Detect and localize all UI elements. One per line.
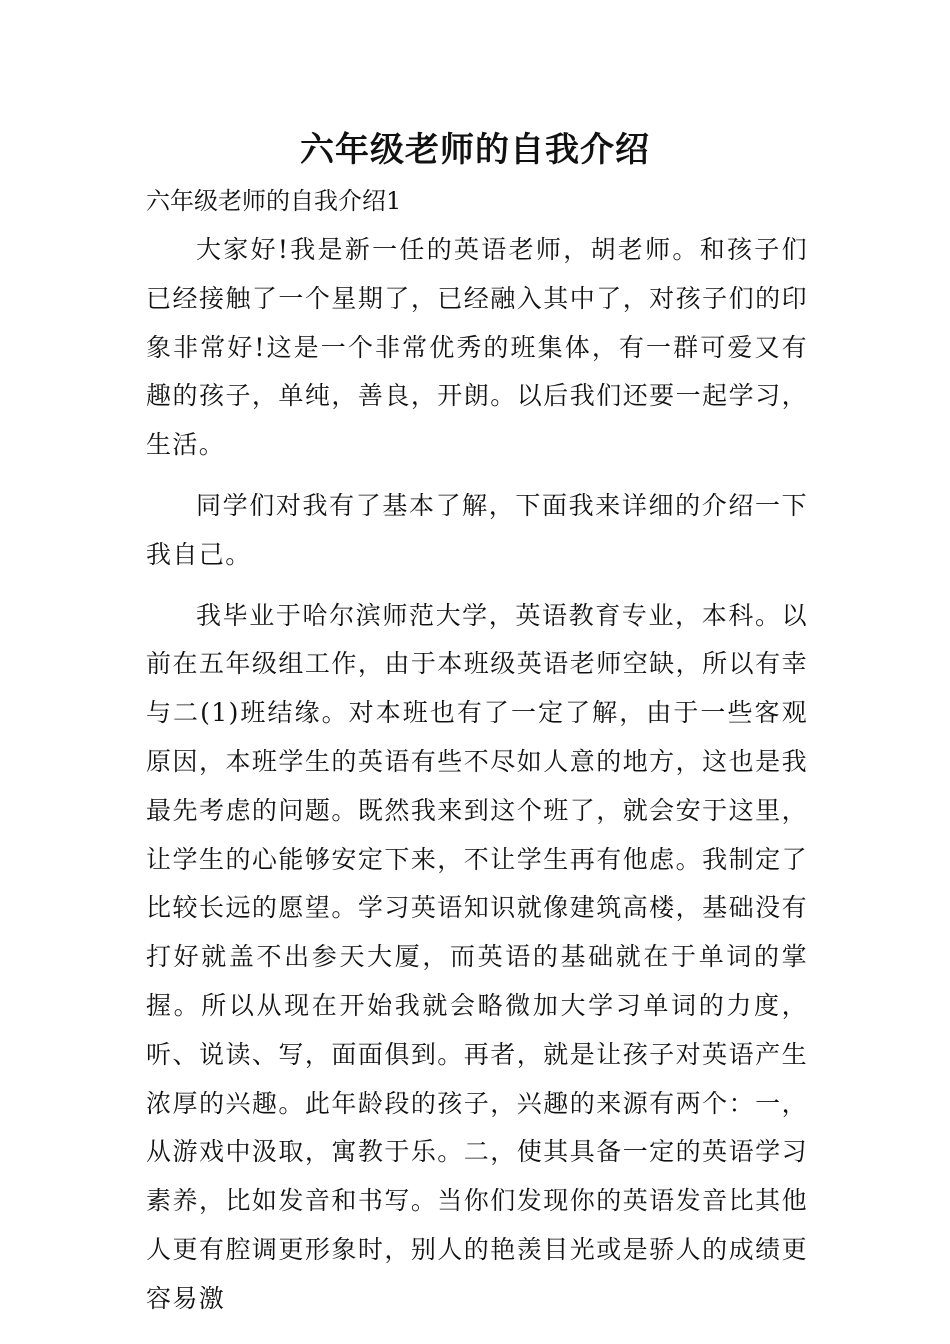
section-heading: 六年级老师的自我介绍1 <box>146 187 402 215</box>
document-body <box>146 226 808 1324</box>
paragraph-intro: 同学们对我有了基本了解，下面我来详细的介绍一下我自己。 <box>146 490 808 569</box>
paragraph-background: 我毕业于哈尔滨师范大学，英语教育专业，本科。以前在五年级组工作，由于本班级英语老师空缺，所以有幸与二(1)班结缘。对本班也有了一定了解，由于一些客观原因，本班学生的英语有些不尽如人意的地方，这也是我最先考虑的问题。既然我来到这个班了，就会安于这里，让学生的心能够安定下来，不让学生再有他虑。我制定了比较长远的愿望。学习英语知识就像建筑高楼，基础没有打好就盖不出参天大厦，而英语的基础就在于单词的掌握。所以从现在开始我就会略微加大学习单词的力度，听、说读、写，面面俱到。再者，就是让孩子对英语产生浓厚的兴趣。此年龄段的孩子，兴趣的来源有两个：一，从游戏中汲取，寓教于乐。二，使其具备一定的英语学习素养，比如发音和书写。当你们发现你的英语发音比其他人更有腔调更形象时，别人的艳羡目光或是骄人的成绩更容易激 <box>146 600 808 1313</box>
document-title: 六年级老师的自我介绍 <box>300 130 650 170</box>
paragraph-greeting: 大家好!我是新一任的英语老师，胡老师。和孩子们已经接触了一个星期了，已经融入其中了，对孩子们的印象非常好!这是一个非常优秀的班集体，有一群可爱又有趣的孩子，单纯，善良，开朗。以后我们还要一起学习，生活。 <box>146 235 808 460</box>
